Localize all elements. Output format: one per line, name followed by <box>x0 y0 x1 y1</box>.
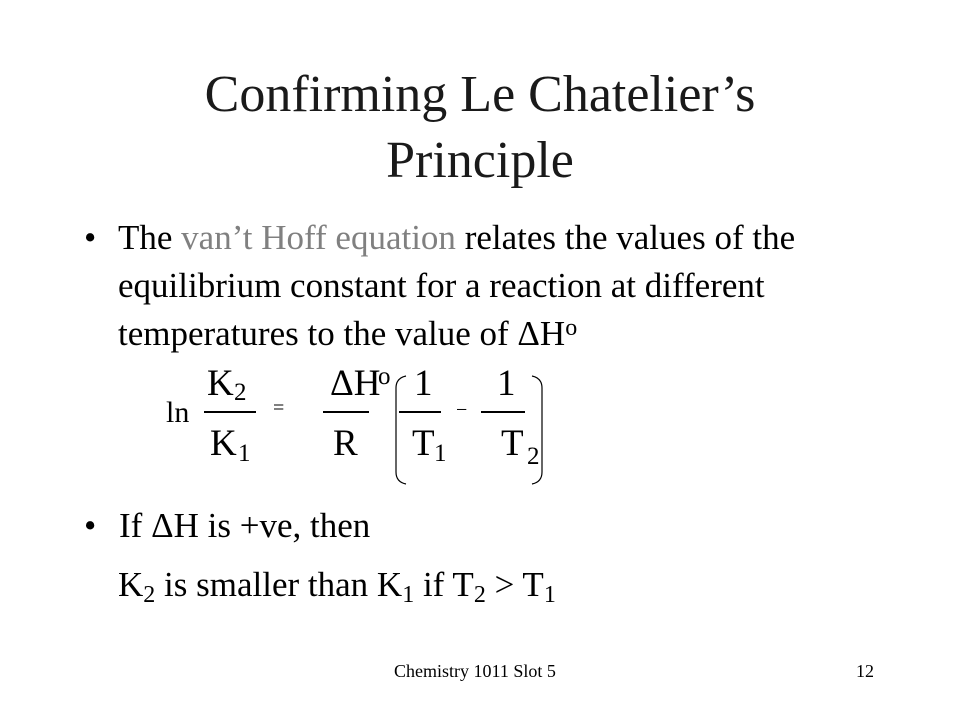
eq-k1-sub: 1 <box>238 440 251 467</box>
footer-text: Chemistry 1011 Slot 5 <box>394 661 556 681</box>
bullet1-pre: The <box>118 218 182 257</box>
bullet-delta-h-text: If ΔH is +ve, then <box>119 506 371 545</box>
eq-r: R <box>333 423 358 464</box>
line2-t2-sub: 2 <box>473 582 486 608</box>
page-number: 12 <box>856 661 874 681</box>
line2-if-t: if T <box>414 565 474 604</box>
eq-t2-sub: 2 <box>527 443 540 470</box>
line2-k1-sub: 1 <box>402 582 415 608</box>
bullet1-superscript: o <box>565 315 578 341</box>
eq-t1-sub: 1 <box>434 440 447 467</box>
eq-minus: − <box>456 399 468 421</box>
eq-ln: ln <box>166 396 190 429</box>
left-paren-icon <box>394 374 408 486</box>
bullet-dot: • <box>84 218 97 257</box>
bullet-dot-2: • <box>84 506 97 545</box>
eq-k2-sub: 2 <box>234 379 247 406</box>
eq-k1: K <box>210 423 237 464</box>
eq-k2: K <box>207 363 234 404</box>
eq-fraction-bar-t2 <box>481 411 525 413</box>
eq-fraction-bar-k <box>204 411 256 413</box>
line2-mid: is smaller than K <box>155 565 403 604</box>
eq-t2: T <box>501 423 524 464</box>
right-paren-icon <box>530 374 544 486</box>
line2-k2-sub: 2 <box>143 582 156 608</box>
title-line-2: Principle <box>386 132 574 189</box>
title-line-1: Confirming Le Chatelier’s <box>204 66 756 123</box>
bullet1-post: relates the values of the equilibrium constant for a reaction at different temperatures to the value of ΔH <box>118 218 796 353</box>
eq-equals: = <box>273 397 285 419</box>
eq-fraction-bar-dh <box>323 411 369 413</box>
conclusion-line <box>118 563 556 607</box>
eq-one-b: 1 <box>497 363 516 404</box>
line2-t1-sub: 1 <box>543 582 556 608</box>
vant-hoff-highlight: van’t Hoff equation <box>181 218 456 257</box>
bullet-delta-h <box>84 504 370 548</box>
eq-delta-h-sup: o <box>378 363 391 390</box>
eq-t1: T <box>412 423 435 464</box>
eq-delta-h: ΔH <box>330 363 381 404</box>
line2-k2: K <box>118 565 144 604</box>
line2-gt-t: > T <box>485 565 544 604</box>
eq-fraction-bar-t1 <box>399 411 441 413</box>
eq-one-a: 1 <box>414 363 433 404</box>
